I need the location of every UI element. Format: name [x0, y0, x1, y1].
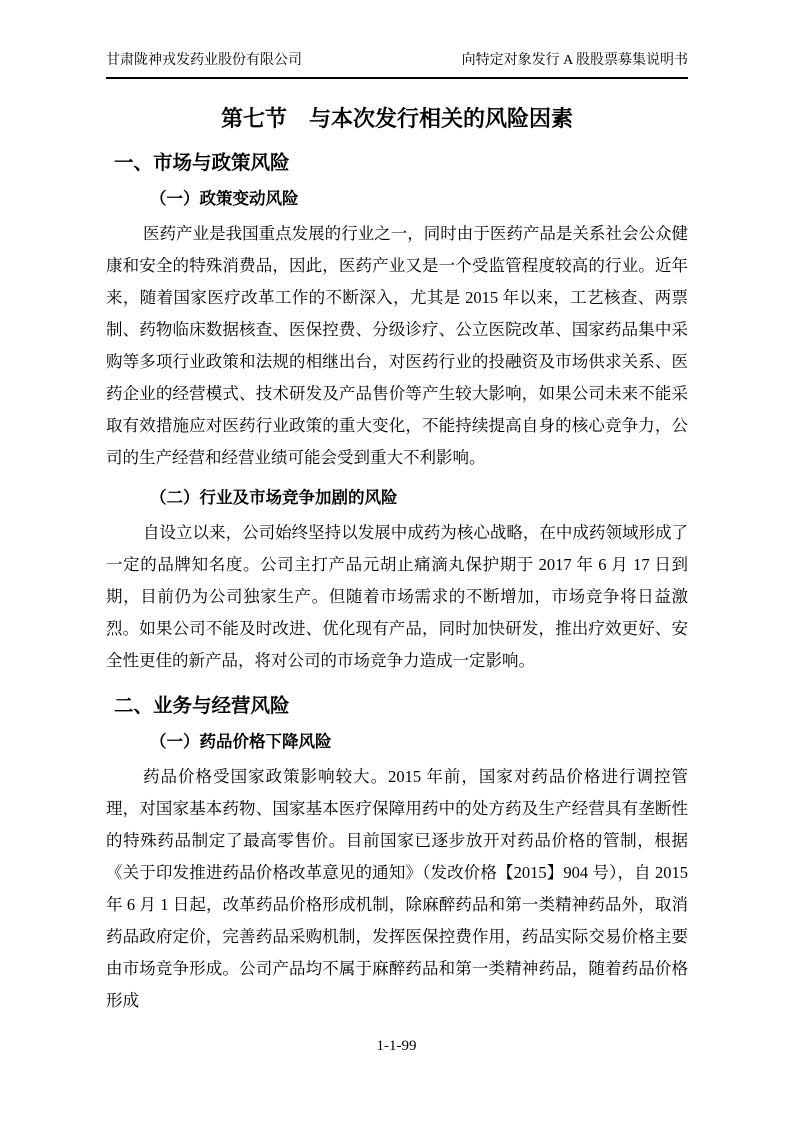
chapter-title: 第七节 与本次发行相关的风险因素: [220, 106, 573, 131]
header-doc-type: 向特定对象发行 A 股股票募集说明书: [461, 53, 688, 68]
page-footer: [0, 1036, 793, 1056]
subsection-1-2-paragraph: 自设立以来，公司始终坚持以发展中成药为核心战略，在中成药领域形成了一定的品牌知名度。公司主打产品元胡止痛滴丸保护期于 2017 年 6 月 17 日到期，目前仍为公司独家生产。但随着市场需求的不断增加，市场竞争将日益激烈。如果公司不能及时改进、优化现有产品，同时加快研发，推出疗效更好、安全性更佳的新产品，将对公司的市场竞争力造成一定影响。: [106, 523, 688, 670]
page-number: 1-1-99: [376, 1038, 417, 1054]
subsection-2-1-heading: （一）药品价格下降风险: [150, 733, 332, 751]
subsection-1-2-heading: （二）行业及市场竞争加剧的风险: [150, 489, 398, 507]
subsection-2-1-paragraph: 药品价格受国家政策影响较大。2015 年前，国家对药品价格进行调控管理，对国家基本药物、国家基本医疗保障用药中的处方药及生产经营具有垄断性的特殊药品制定了最高零售价。目前国家已逐步放开对药品价格的管制，根据《关于印发推进药品价格改革意见的通知》（发改价格【2015】904 号），自 2015 年 6 月 1 日起，改革药品价格形成机制，除麻醉药品和第一类精神药品外，取消药品政府定价，完善药品采购机制，发挥医保控费作用，药品实际交易价格主要由市场竞争形成。公司产品均不属于麻醉药品和第一类精神药品，随着药品价格形成: [106, 767, 688, 1010]
section-1-heading: 一、市场与政策风险: [114, 152, 290, 174]
subsection-1-1-heading: （一）政策变动风险: [150, 190, 299, 208]
header-company-name: 甘肃陇神戎发药业股份有限公司: [106, 53, 302, 68]
subsection-1-1-paragraph: 医药产业是我国重点发展的行业之一，同时由于医药产品是关系社会公众健康和安全的特殊消费品，因此，医药产业又是一个受监管程度较高的行业。近年来，随着国家医疗改革工作的不断深入，尤其是 2015 年以来，工艺核查、两票制、药物临床数据核查、医保控费、分级诊疗、公立医院改革、国家药品集中采购等多项行业政策和法规的相继出台，对医药行业的投融资及市场供求关系、医药企业的经营模式、技术研发及产品售价等产生较大影响，如果公司未来不能采取有效措施应对医药行业政策的重大变化，不能持续提高自身的核心竞争力，公司的生产经营和经营业绩可能会受到重大不利影响。: [106, 224, 688, 467]
page-header: [106, 52, 688, 79]
section-2-heading: 二、业务与经营风险: [114, 695, 290, 717]
